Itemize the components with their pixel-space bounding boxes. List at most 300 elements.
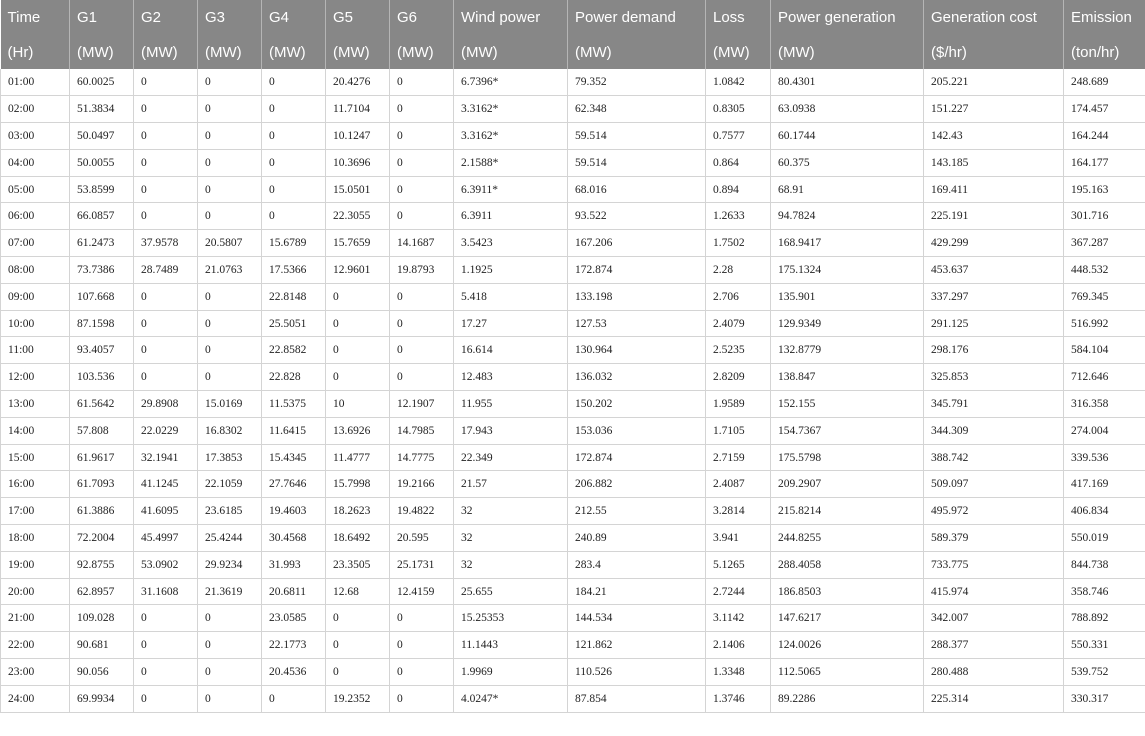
table-cell: 0 xyxy=(390,203,454,230)
table-cell: 0 xyxy=(262,96,326,123)
table-cell: 0 xyxy=(134,310,198,337)
column-header: (MW) xyxy=(390,35,454,69)
table-cell: 29.8908 xyxy=(134,391,198,418)
table-cell: 516.992 xyxy=(1064,310,1145,337)
column-header: (MW) xyxy=(706,35,771,69)
column-header: Emission xyxy=(1064,0,1145,35)
column-header: (MW) xyxy=(326,35,390,69)
table-cell: 61.7093 xyxy=(70,471,134,498)
table-cell: 153.036 xyxy=(568,417,706,444)
table-cell: 21.57 xyxy=(454,471,568,498)
table-row xyxy=(1,203,1145,230)
table-cell: 195.163 xyxy=(1064,176,1145,203)
table-cell: 0 xyxy=(390,337,454,364)
table-row xyxy=(1,391,1145,418)
table-cell: 37.9578 xyxy=(134,230,198,257)
table-row xyxy=(1,417,1145,444)
table-cell: 90.056 xyxy=(70,659,134,686)
table-row xyxy=(1,69,1145,96)
table-cell: 0 xyxy=(390,685,454,712)
table-cell: 16.614 xyxy=(454,337,568,364)
table-cell: 12.9601 xyxy=(326,257,390,284)
table-cell: 23.6185 xyxy=(198,498,262,525)
table-cell: 87.854 xyxy=(568,685,706,712)
table-cell: 248.689 xyxy=(1064,69,1145,96)
table-cell: 0 xyxy=(134,337,198,364)
table-cell: 20.595 xyxy=(390,525,454,552)
column-header: G2 xyxy=(134,0,198,35)
table-cell: 0 xyxy=(198,149,262,176)
table-cell: 2.4079 xyxy=(706,310,771,337)
table-cell: 301.716 xyxy=(1064,203,1145,230)
table-cell: 6.3911 xyxy=(454,203,568,230)
table-cell: 495.972 xyxy=(924,498,1064,525)
table-cell: 4.0247* xyxy=(454,685,568,712)
table-row xyxy=(1,96,1145,123)
table-cell: 0 xyxy=(134,685,198,712)
table-cell: 60.1744 xyxy=(771,123,924,150)
table-cell: 0 xyxy=(390,659,454,686)
table-cell: 59.514 xyxy=(568,149,706,176)
table-cell: 274.004 xyxy=(1064,417,1145,444)
table-cell: 112.5065 xyxy=(771,659,924,686)
table-row xyxy=(1,283,1145,310)
table-cell: 291.125 xyxy=(924,310,1064,337)
table-cell: 844.738 xyxy=(1064,551,1145,578)
table-cell: 25.655 xyxy=(454,578,568,605)
table-cell: 0 xyxy=(134,176,198,203)
table-cell: 1.1925 xyxy=(454,257,568,284)
table-cell: 22.349 xyxy=(454,444,568,471)
table-cell: 11.1443 xyxy=(454,632,568,659)
table-cell: 19:00 xyxy=(1,551,70,578)
table-cell: 3.2814 xyxy=(706,498,771,525)
table-cell: 0 xyxy=(198,69,262,96)
table-cell: 240.89 xyxy=(568,525,706,552)
table-cell: 25.1731 xyxy=(390,551,454,578)
table-cell: 244.8255 xyxy=(771,525,924,552)
table-cell: 143.185 xyxy=(924,149,1064,176)
table-cell: 367.287 xyxy=(1064,230,1145,257)
table-cell: 28.7489 xyxy=(134,257,198,284)
table-cell: 18.2623 xyxy=(326,498,390,525)
table-cell: 18.6492 xyxy=(326,525,390,552)
table-cell: 21.3619 xyxy=(198,578,262,605)
column-header: ($/hr) xyxy=(924,35,1064,69)
table-cell: 5.1265 xyxy=(706,551,771,578)
table-cell: 0.8305 xyxy=(706,96,771,123)
table-cell: 15:00 xyxy=(1,444,70,471)
table-cell: 288.4058 xyxy=(771,551,924,578)
table-cell: 19.4603 xyxy=(262,498,326,525)
table-cell: 01:00 xyxy=(1,69,70,96)
table-cell: 0 xyxy=(262,176,326,203)
table-cell: 22.8148 xyxy=(262,283,326,310)
table-cell: 164.244 xyxy=(1064,123,1145,150)
table-cell: 175.1324 xyxy=(771,257,924,284)
table-row xyxy=(1,444,1145,471)
table-cell: 0.7577 xyxy=(706,123,771,150)
table-cell: 172.874 xyxy=(568,257,706,284)
table-cell: 0 xyxy=(326,632,390,659)
table-cell: 584.104 xyxy=(1064,337,1145,364)
table-cell: 17.5366 xyxy=(262,257,326,284)
table-cell: 406.834 xyxy=(1064,498,1145,525)
table-cell: 90.681 xyxy=(70,632,134,659)
table-cell: 0 xyxy=(326,659,390,686)
table-cell: 61.3886 xyxy=(70,498,134,525)
table-cell: 93.522 xyxy=(568,203,706,230)
table-cell: 107.668 xyxy=(70,283,134,310)
table-cell: 2.7244 xyxy=(706,578,771,605)
table-cell: 18:00 xyxy=(1,525,70,552)
table-cell: 136.032 xyxy=(568,364,706,391)
table-cell: 68.91 xyxy=(771,176,924,203)
table-cell: 68.016 xyxy=(568,176,706,203)
table-cell: 14:00 xyxy=(1,417,70,444)
table-cell: 0 xyxy=(198,176,262,203)
table-cell: 61.9617 xyxy=(70,444,134,471)
table-cell: 0 xyxy=(198,337,262,364)
column-header: (Hr) xyxy=(1,35,70,69)
table-cell: 2.706 xyxy=(706,283,771,310)
table-cell: 509.097 xyxy=(924,471,1064,498)
table-row xyxy=(1,498,1145,525)
table-cell: 1.9969 xyxy=(454,659,568,686)
table-cell: 2.4087 xyxy=(706,471,771,498)
table-cell: 174.457 xyxy=(1064,96,1145,123)
table-cell: 20.5807 xyxy=(198,230,262,257)
table-cell: 22.0229 xyxy=(134,417,198,444)
column-header: (MW) xyxy=(568,35,706,69)
table-cell: 154.7367 xyxy=(771,417,924,444)
table-cell: 07:00 xyxy=(1,230,70,257)
table-cell: 32 xyxy=(454,525,568,552)
table-row xyxy=(1,123,1145,150)
column-header: Loss xyxy=(706,0,771,35)
table-cell: 415.974 xyxy=(924,578,1064,605)
table-cell: 31.993 xyxy=(262,551,326,578)
table-cell: 288.377 xyxy=(924,632,1064,659)
table-cell: 11.7104 xyxy=(326,96,390,123)
table-cell: 788.892 xyxy=(1064,605,1145,632)
table-cell: 2.5235 xyxy=(706,337,771,364)
column-header: G4 xyxy=(262,0,326,35)
table-cell: 133.198 xyxy=(568,283,706,310)
table-cell: 20.4276 xyxy=(326,69,390,96)
column-header: (MW) xyxy=(771,35,924,69)
table-cell: 10:00 xyxy=(1,310,70,337)
table-cell: 453.637 xyxy=(924,257,1064,284)
header-row-units xyxy=(1,35,1145,69)
table-cell: 733.775 xyxy=(924,551,1064,578)
table-cell: 0 xyxy=(262,69,326,96)
table-cell: 358.746 xyxy=(1064,578,1145,605)
table-cell: 11.5375 xyxy=(262,391,326,418)
table-cell: 50.0497 xyxy=(70,123,134,150)
table-cell: 23:00 xyxy=(1,659,70,686)
column-header: (MW) xyxy=(198,35,262,69)
table-cell: 3.1142 xyxy=(706,605,771,632)
table-cell: 0.894 xyxy=(706,176,771,203)
table-cell: 50.0055 xyxy=(70,149,134,176)
table-cell: 0 xyxy=(134,283,198,310)
table-cell: 5.418 xyxy=(454,283,568,310)
table-cell: 13.6926 xyxy=(326,417,390,444)
table-cell: 20.6811 xyxy=(262,578,326,605)
table-cell: 0 xyxy=(262,123,326,150)
table-cell: 0 xyxy=(134,605,198,632)
table-cell: 11:00 xyxy=(1,337,70,364)
table-cell: 339.536 xyxy=(1064,444,1145,471)
table-cell: 94.7824 xyxy=(771,203,924,230)
table-row xyxy=(1,632,1145,659)
table-cell: 73.7386 xyxy=(70,257,134,284)
table-cell: 15.6789 xyxy=(262,230,326,257)
table-cell: 0 xyxy=(198,283,262,310)
column-header: Power demand xyxy=(568,0,706,35)
table-cell: 0 xyxy=(134,632,198,659)
table-cell: 2.28 xyxy=(706,257,771,284)
table-cell: 12.1907 xyxy=(390,391,454,418)
table-cell: 27.7646 xyxy=(262,471,326,498)
table-cell: 06:00 xyxy=(1,203,70,230)
table-cell: 31.1608 xyxy=(134,578,198,605)
table-cell: 172.874 xyxy=(568,444,706,471)
table-cell: 0 xyxy=(390,176,454,203)
table-row xyxy=(1,605,1145,632)
table-cell: 22.3055 xyxy=(326,203,390,230)
table-cell: 0 xyxy=(134,203,198,230)
table-cell: 130.964 xyxy=(568,337,706,364)
table-cell: 0 xyxy=(198,364,262,391)
table-cell: 25.4244 xyxy=(198,525,262,552)
table-row xyxy=(1,337,1145,364)
table-cell: 417.169 xyxy=(1064,471,1145,498)
table-cell: 17:00 xyxy=(1,498,70,525)
table-cell: 330.317 xyxy=(1064,685,1145,712)
table-cell: 16:00 xyxy=(1,471,70,498)
table-cell: 15.0169 xyxy=(198,391,262,418)
table-row xyxy=(1,659,1145,686)
table-cell: 0 xyxy=(390,96,454,123)
table-cell: 1.2633 xyxy=(706,203,771,230)
table-cell: 16.8302 xyxy=(198,417,262,444)
table-cell: 12.4159 xyxy=(390,578,454,605)
table-cell: 109.028 xyxy=(70,605,134,632)
table-cell: 0 xyxy=(390,632,454,659)
table-cell: 280.488 xyxy=(924,659,1064,686)
table-cell: 14.1687 xyxy=(390,230,454,257)
table-cell: 0 xyxy=(390,364,454,391)
table-cell: 15.0501 xyxy=(326,176,390,203)
table-cell: 150.202 xyxy=(568,391,706,418)
table-cell: 09:00 xyxy=(1,283,70,310)
table-cell: 344.309 xyxy=(924,417,1064,444)
table-cell: 205.221 xyxy=(924,69,1064,96)
table-cell: 215.8214 xyxy=(771,498,924,525)
table-cell: 14.7985 xyxy=(390,417,454,444)
table-cell: 388.742 xyxy=(924,444,1064,471)
column-header: (MW) xyxy=(70,35,134,69)
table-cell: 152.155 xyxy=(771,391,924,418)
table-cell: 13:00 xyxy=(1,391,70,418)
table-cell: 0 xyxy=(198,203,262,230)
table-cell: 10 xyxy=(326,391,390,418)
table-cell: 1.9589 xyxy=(706,391,771,418)
table-cell: 225.314 xyxy=(924,685,1064,712)
table-cell: 6.7396* xyxy=(454,69,568,96)
table-cell: 206.882 xyxy=(568,471,706,498)
table-cell: 57.808 xyxy=(70,417,134,444)
table-row xyxy=(1,176,1145,203)
table-cell: 53.8599 xyxy=(70,176,134,203)
table-cell: 589.379 xyxy=(924,525,1064,552)
table-cell: 342.007 xyxy=(924,605,1064,632)
table-cell: 550.331 xyxy=(1064,632,1145,659)
table-cell: 3.3162* xyxy=(454,123,568,150)
table-cell: 712.646 xyxy=(1064,364,1145,391)
table-cell: 32.1941 xyxy=(134,444,198,471)
table-cell: 14.7775 xyxy=(390,444,454,471)
table-cell: 2.1406 xyxy=(706,632,771,659)
table-cell: 19.8793 xyxy=(390,257,454,284)
table-cell: 61.2473 xyxy=(70,230,134,257)
table-cell: 0 xyxy=(198,605,262,632)
column-header: G6 xyxy=(390,0,454,35)
table-cell: 66.0857 xyxy=(70,203,134,230)
table-row xyxy=(1,364,1145,391)
table-row xyxy=(1,230,1145,257)
table-cell: 121.862 xyxy=(568,632,706,659)
table-cell: 1.7502 xyxy=(706,230,771,257)
table-cell: 0 xyxy=(390,123,454,150)
table-cell: 19.2352 xyxy=(326,685,390,712)
table-header xyxy=(1,0,1145,69)
table-cell: 142.43 xyxy=(924,123,1064,150)
table-cell: 53.0902 xyxy=(134,551,198,578)
table-cell: 0 xyxy=(134,96,198,123)
table-cell: 72.2004 xyxy=(70,525,134,552)
table-cell: 6.3911* xyxy=(454,176,568,203)
table-cell: 539.752 xyxy=(1064,659,1145,686)
table-row xyxy=(1,471,1145,498)
table-cell: 24:00 xyxy=(1,685,70,712)
table-cell: 2.8209 xyxy=(706,364,771,391)
column-header: G1 xyxy=(70,0,134,35)
table-cell: 02:00 xyxy=(1,96,70,123)
table-cell: 110.526 xyxy=(568,659,706,686)
table-cell: 3.3162* xyxy=(454,96,568,123)
table-cell: 15.25353 xyxy=(454,605,568,632)
table-cell: 167.206 xyxy=(568,230,706,257)
table-cell: 209.2907 xyxy=(771,471,924,498)
header-row-names xyxy=(1,0,1145,35)
table-cell: 144.534 xyxy=(568,605,706,632)
table-cell: 103.536 xyxy=(70,364,134,391)
table-row xyxy=(1,525,1145,552)
table-cell: 0 xyxy=(326,337,390,364)
table-cell: 17.943 xyxy=(454,417,568,444)
table-cell: 15.4345 xyxy=(262,444,326,471)
table-cell: 175.5798 xyxy=(771,444,924,471)
table-cell: 12:00 xyxy=(1,364,70,391)
table-cell: 186.8503 xyxy=(771,578,924,605)
table-cell: 79.352 xyxy=(568,69,706,96)
table-cell: 30.4568 xyxy=(262,525,326,552)
column-header: Wind power xyxy=(454,0,568,35)
table-cell: 135.901 xyxy=(771,283,924,310)
table-cell: 283.4 xyxy=(568,551,706,578)
table-cell: 298.176 xyxy=(924,337,1064,364)
table-cell: 32 xyxy=(454,551,568,578)
table-cell: 21:00 xyxy=(1,605,70,632)
table-cell: 0 xyxy=(326,364,390,391)
table-cell: 316.358 xyxy=(1064,391,1145,418)
table-cell: 15.7659 xyxy=(326,230,390,257)
table-cell: 93.4057 xyxy=(70,337,134,364)
table-row xyxy=(1,149,1145,176)
table-cell: 127.53 xyxy=(568,310,706,337)
table-cell: 10.1247 xyxy=(326,123,390,150)
table-cell: 138.847 xyxy=(771,364,924,391)
table-cell: 11.6415 xyxy=(262,417,326,444)
table-cell: 23.0585 xyxy=(262,605,326,632)
table-cell: 41.1245 xyxy=(134,471,198,498)
table-cell: 45.4997 xyxy=(134,525,198,552)
table-cell: 62.348 xyxy=(568,96,706,123)
table-cell: 11.4777 xyxy=(326,444,390,471)
table-cell: 05:00 xyxy=(1,176,70,203)
column-header: Time xyxy=(1,0,70,35)
table-cell: 1.3746 xyxy=(706,685,771,712)
table-cell: 769.345 xyxy=(1064,283,1145,310)
table-cell: 0 xyxy=(198,123,262,150)
table-cell: 0 xyxy=(198,685,262,712)
table-cell: 184.21 xyxy=(568,578,706,605)
table-cell: 23.3505 xyxy=(326,551,390,578)
table-cell: 147.6217 xyxy=(771,605,924,632)
table-cell: 129.9349 xyxy=(771,310,924,337)
table-cell: 60.375 xyxy=(771,149,924,176)
table-cell: 124.0026 xyxy=(771,632,924,659)
table-cell: 08:00 xyxy=(1,257,70,284)
table-cell: 550.019 xyxy=(1064,525,1145,552)
table-cell: 17.27 xyxy=(454,310,568,337)
table-cell: 0 xyxy=(134,659,198,686)
table-cell: 10.3696 xyxy=(326,149,390,176)
table-cell: 2.1588* xyxy=(454,149,568,176)
table-cell: 25.5051 xyxy=(262,310,326,337)
table-cell: 22.828 xyxy=(262,364,326,391)
table-cell: 51.3834 xyxy=(70,96,134,123)
table-cell: 29.9234 xyxy=(198,551,262,578)
table-cell: 132.8779 xyxy=(771,337,924,364)
table-cell: 60.0025 xyxy=(70,69,134,96)
table-cell: 1.3348 xyxy=(706,659,771,686)
table-cell: 0 xyxy=(262,149,326,176)
table-cell: 429.299 xyxy=(924,230,1064,257)
table-cell: 0 xyxy=(134,149,198,176)
table-cell: 11.955 xyxy=(454,391,568,418)
table-cell: 2.7159 xyxy=(706,444,771,471)
table-cell: 20:00 xyxy=(1,578,70,605)
table-cell: 0 xyxy=(198,632,262,659)
table-cell: 325.853 xyxy=(924,364,1064,391)
table-cell: 345.791 xyxy=(924,391,1064,418)
table-cell: 87.1598 xyxy=(70,310,134,337)
table-cell: 3.941 xyxy=(706,525,771,552)
